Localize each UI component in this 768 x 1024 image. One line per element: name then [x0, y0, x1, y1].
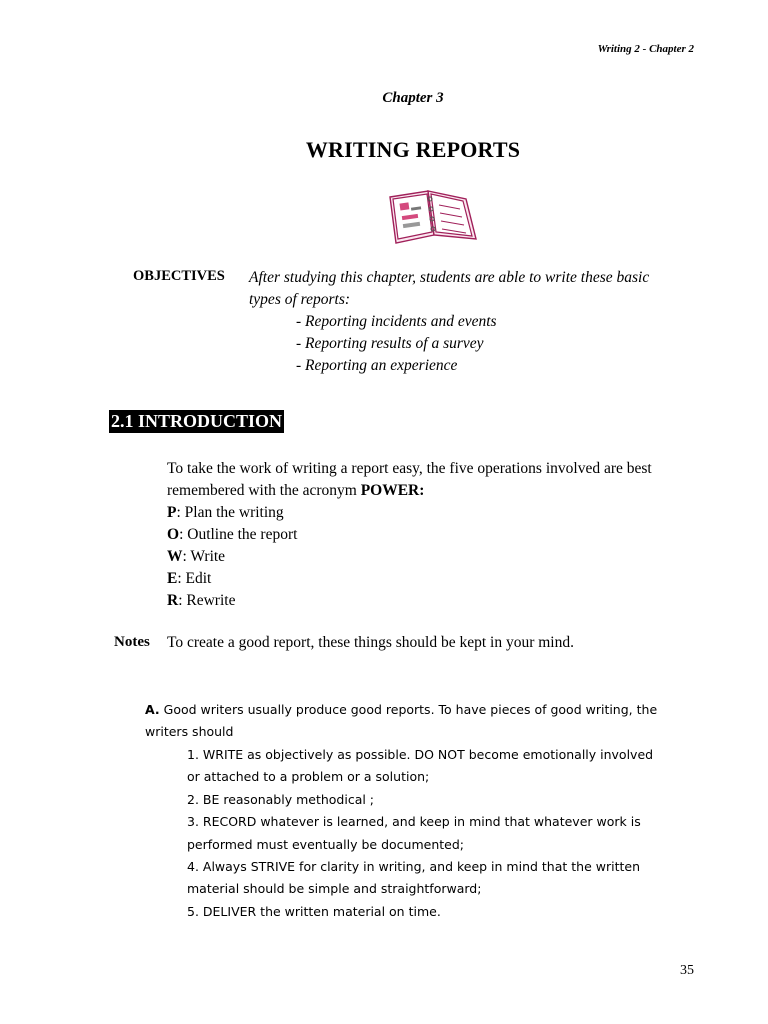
power-text: : Write [182, 548, 226, 565]
list-item: 3. RECORD whatever is learned, and keep in mind that whatever work is [187, 814, 641, 830]
paragraph-a-text: Good writers usually produce good reports. To have pieces of good writing, the [159, 702, 658, 717]
section-heading: 2.1 INTRODUCTION [111, 411, 283, 431]
power-letter: O [167, 526, 180, 543]
power-item [167, 524, 707, 546]
open-book-icon [384, 187, 480, 245]
power-letter: R [167, 592, 179, 609]
list-item: or attached to a problem or a solution; [187, 769, 430, 785]
power-text: : Rewrite [178, 592, 236, 609]
list-item: 4. Always STRIVE for clarity in writing, and keep in mind that the written [187, 859, 641, 875]
objectives-intro [249, 267, 699, 311]
power-text: : Edit [177, 570, 212, 587]
acronym: POWER: [360, 482, 425, 499]
list-item: 1. WRITE as objectively as possible. DO NOT become emotionally involved [187, 747, 654, 762]
objective-item: - Reporting an experience [296, 357, 458, 374]
page-number: 35 [680, 963, 694, 978]
introduction-body [167, 458, 707, 612]
paragraph-a [145, 699, 705, 744]
chapter-label: Chapter 3 [382, 90, 444, 106]
objective-item: - Reporting results of a survey [296, 335, 484, 352]
power-item [167, 502, 707, 524]
list-item: 2. BE reasonably methodical ; [187, 791, 375, 807]
intro-line-text: remembered with the acronym [167, 482, 361, 499]
power-item [167, 590, 707, 612]
list-item: material should be simple and straightforward; [187, 881, 482, 897]
paragraph-a-list [187, 744, 707, 923]
objectives-intro-line: types of reports: [249, 291, 351, 308]
notes-label: Notes [114, 634, 150, 650]
power-text: : Outline the report [179, 526, 298, 543]
list-item: performed must eventually be documented; [187, 836, 464, 852]
power-letter: E [167, 570, 178, 587]
notes-text: To create a good report, these things should be kept in your mind. [167, 634, 574, 651]
power-item [167, 546, 707, 568]
list-item: 5. DELIVER the written material on time. [187, 903, 441, 919]
intro-line: To take the work of writing a report easy, the five operations involved are best [167, 460, 652, 477]
paragraph-a-line: writers should [145, 724, 234, 740]
objectives-list [296, 311, 497, 377]
objectives-intro-line: After studying this chapter, students are able to write these basic [249, 269, 650, 286]
intro-line [167, 480, 707, 502]
chapter-title: WRITING REPORTS [305, 137, 521, 162]
power-text: : Plan the writing [176, 504, 284, 521]
paragraph-a-marker: A. [145, 702, 160, 717]
objectives-label: OBJECTIVES [133, 268, 225, 284]
power-letter: W [167, 548, 183, 565]
running-header: Writing 2 - Chapter 2 [597, 43, 694, 55]
objective-item: - Reporting incidents and events [296, 313, 497, 330]
paragraph-a-line [145, 699, 705, 721]
power-item [167, 568, 707, 590]
power-letter: P [167, 504, 177, 521]
